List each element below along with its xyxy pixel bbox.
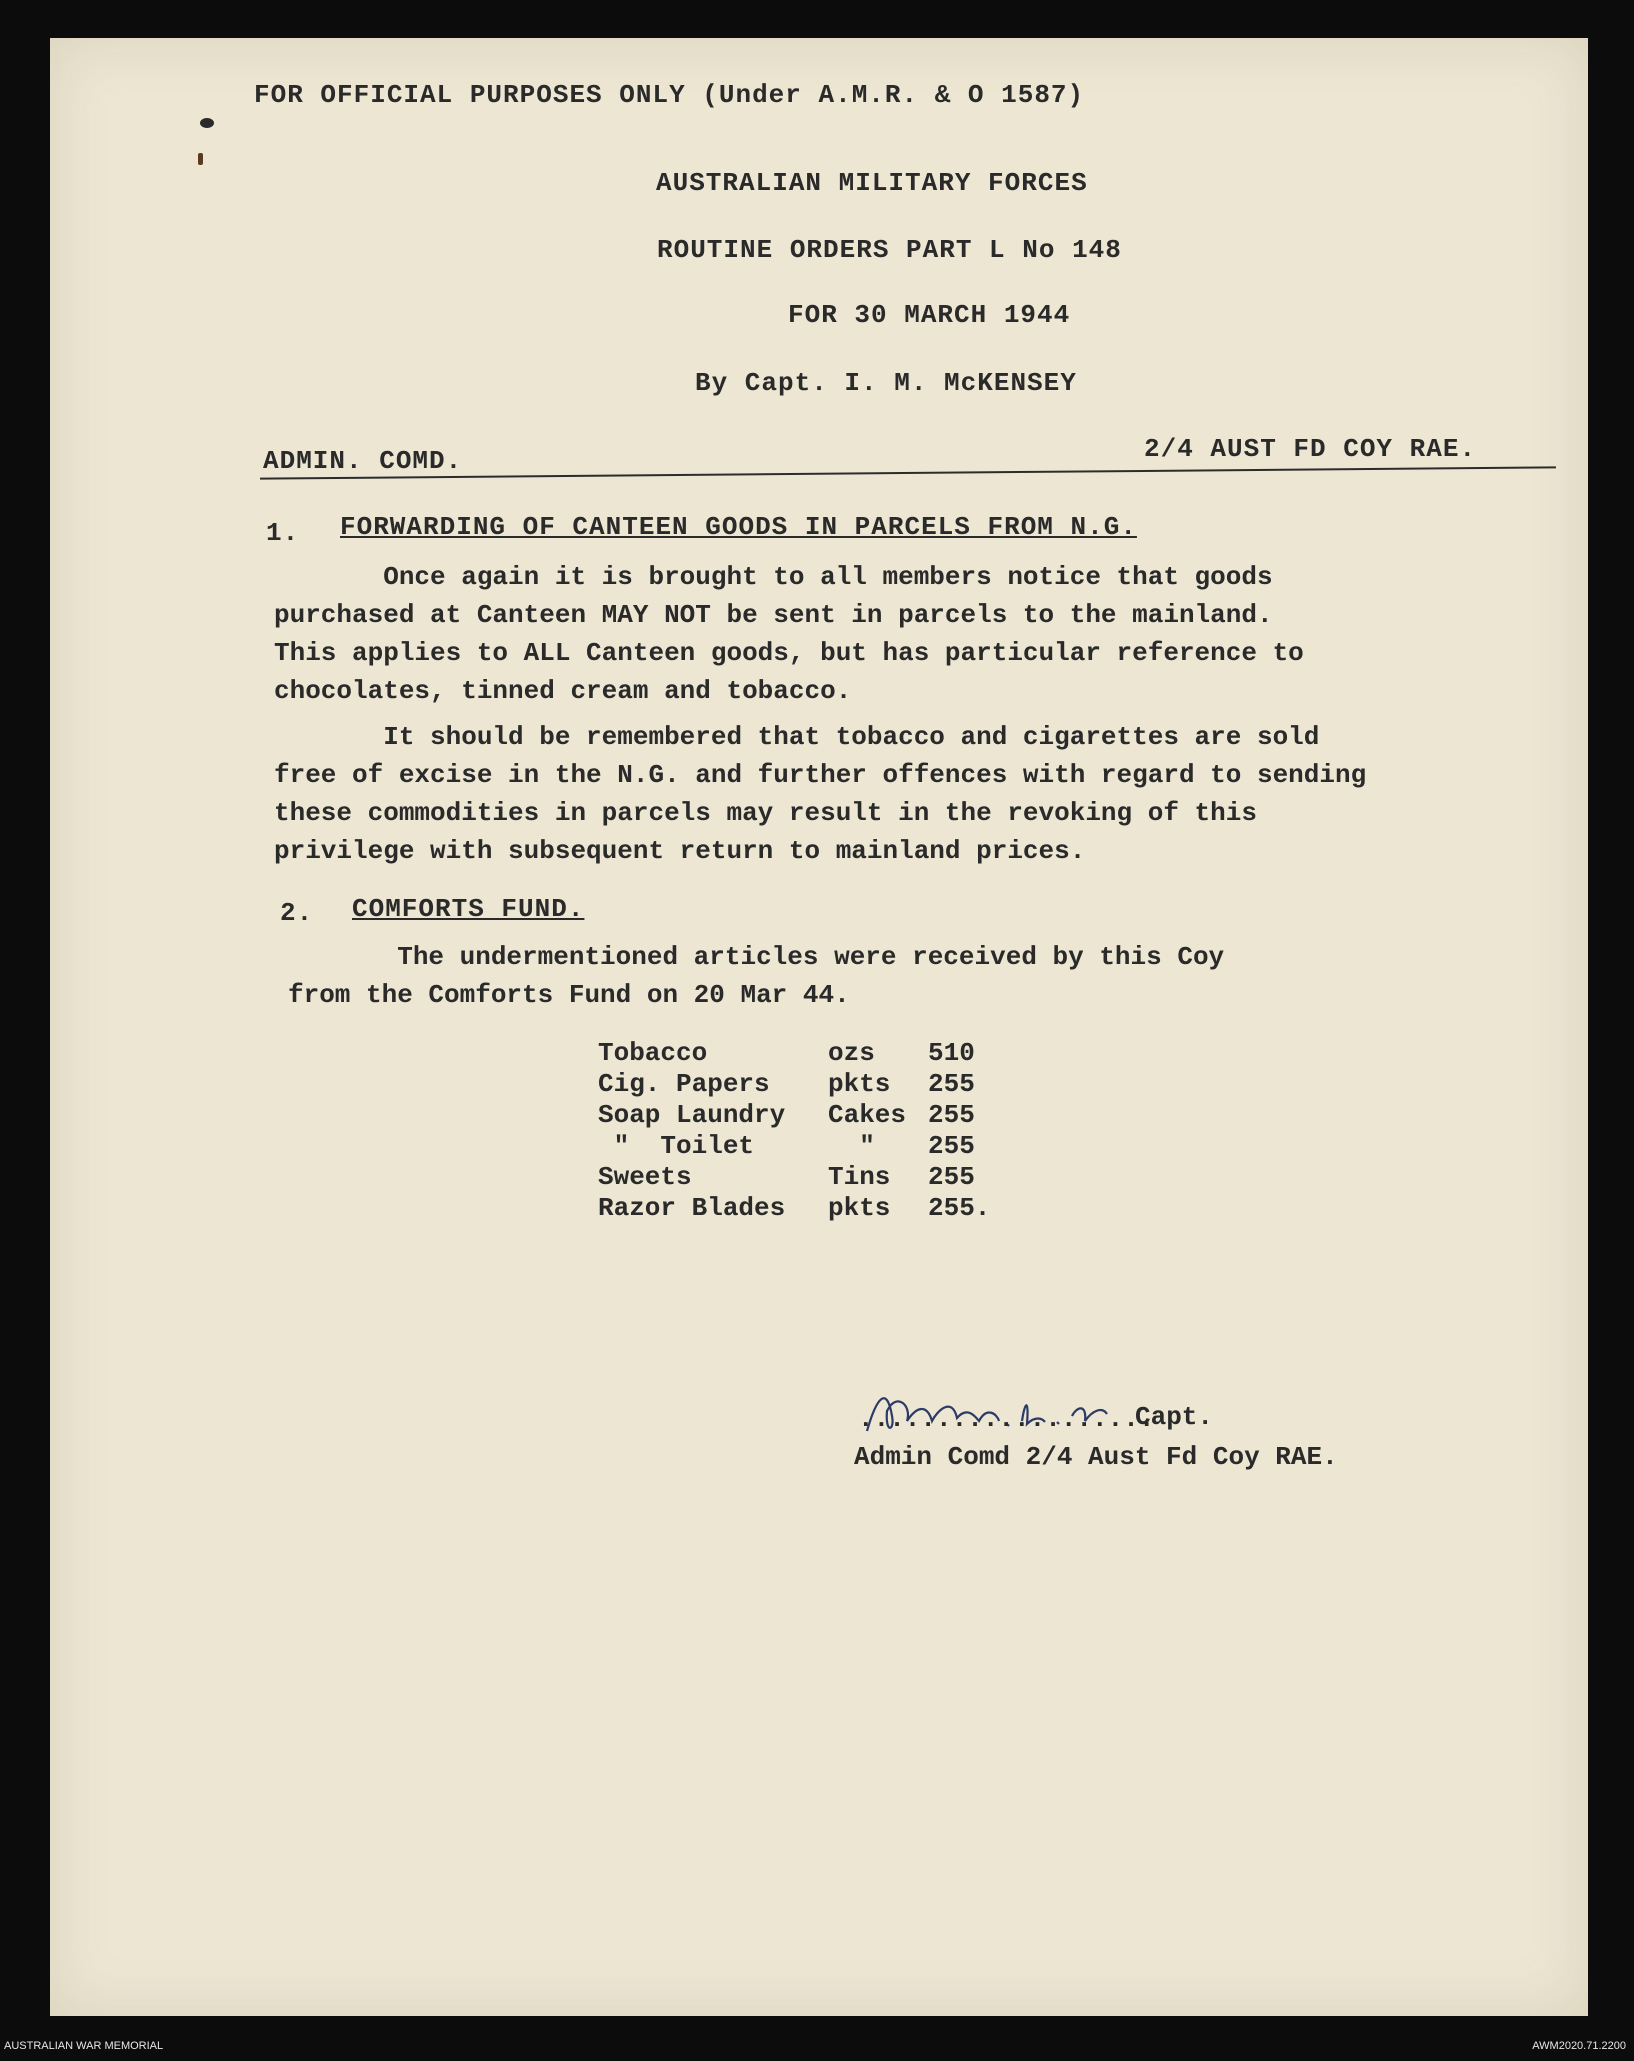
item-qty: 510 (928, 1038, 975, 1068)
section1-paragraph1: Once again it is brought to all members notice that goods purchased at Canteen MAY NOT be sent in parcels to the mainland. This applies to ALL Canteen goods, but has particular reference to chocolates, tinned cream and tobacco. (274, 562, 1304, 706)
restriction-line: FOR OFFICIAL PURPOSES ONLY (Under A.M.R. & O 1587) (254, 80, 1085, 110)
section2-title: COMFORTS FUND. (352, 894, 585, 924)
item-unit: ozs (828, 1038, 875, 1068)
item-row (598, 1100, 1008, 1131)
item-name: Soap Laundry (598, 1100, 786, 1130)
organisation-title: AUSTRALIAN MILITARY FORCES (656, 168, 1088, 198)
section1-title: FORWARDING OF CANTEEN GOODS IN PARCELS FROM N.G. (340, 512, 1137, 542)
item-qty: 255 (928, 1131, 975, 1161)
orders-author: By Capt. I. M. McKENSEY (695, 368, 1077, 398)
signature-rank: Capt. (1135, 1402, 1214, 1432)
section1-paragraph2: It should be remembered that tobacco and cigarettes are sold free of excise in the N.G. and further offences with regard to sending these commodities in parcels may result in the revoking of this privilege with subsequent return to mainland prices. (274, 722, 1367, 866)
item-unit: pkts (828, 1193, 891, 1223)
orders-date: FOR 30 MARCH 1944 (788, 300, 1071, 330)
item-unit: pkts (828, 1069, 891, 1099)
item-unit: " (828, 1131, 875, 1161)
punch-mark (200, 118, 214, 128)
item-name: Razor Blades (598, 1193, 786, 1223)
item-qty: 255. (928, 1193, 991, 1223)
item-row (598, 1162, 1008, 1193)
footer-left: AUSTRALIAN WAR MEMORIAL (4, 2040, 164, 2052)
unit-label: 2/4 AUST FD COY RAE. (1144, 434, 1477, 464)
footer-right: AWM2020.71.2200 (1532, 2040, 1626, 2052)
item-row (598, 1131, 1008, 1162)
item-row (598, 1069, 1008, 1100)
punch-mark (198, 153, 203, 165)
item-name: Sweets (598, 1162, 692, 1192)
item-name: Cig. Papers (598, 1069, 770, 1099)
signature-block: Admin Comd 2/4 Aust Fd Coy RAE. (854, 1442, 1338, 1472)
item-name: Tobacco (598, 1038, 708, 1068)
item-qty: 255 (928, 1100, 975, 1130)
signature-dots: ................... (858, 1404, 1155, 1434)
section2-number: 2. (280, 898, 314, 928)
admin-comd-label: ADMIN. COMD. (263, 446, 463, 476)
section2-intro: The undermentioned articles were received by this Coy from the Comforts Fund on 20 Mar 44. (288, 942, 1225, 1010)
item-unit: Cakes (828, 1100, 907, 1130)
item-row (598, 1193, 1008, 1224)
orders-title: ROUTINE ORDERS PART L No 148 (657, 235, 1122, 265)
document-page (50, 38, 1588, 2016)
item-row (598, 1038, 1008, 1069)
item-name: " Toilet (598, 1131, 755, 1161)
comforts-items-list (598, 1038, 1008, 1224)
item-qty: 255 (928, 1069, 975, 1099)
item-unit: Tins (828, 1162, 891, 1192)
section1-number: 1. (266, 518, 300, 548)
item-qty: 255 (928, 1162, 975, 1192)
